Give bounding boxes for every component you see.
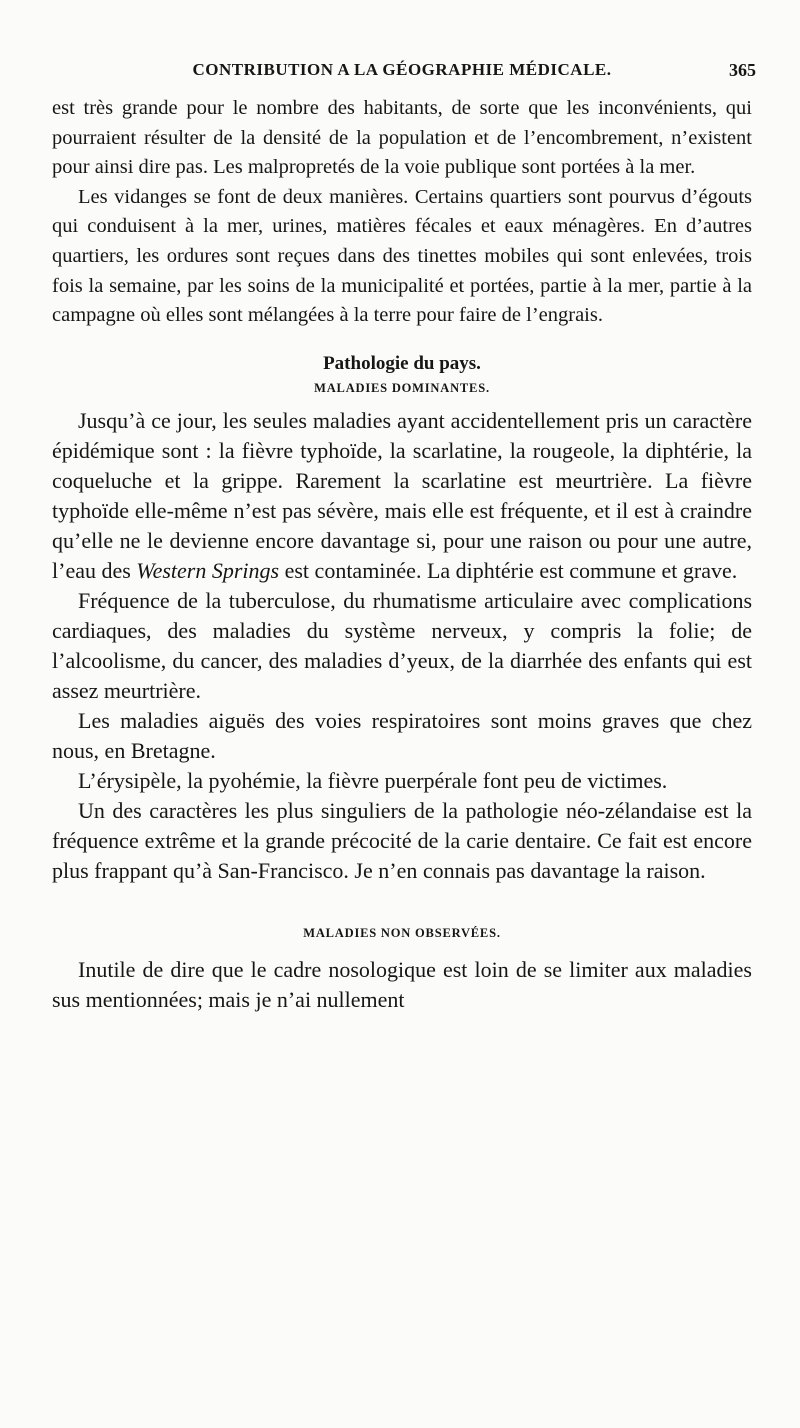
running-header <box>52 60 756 94</box>
paragraph-epidemies-end: est contaminée. La diphtérie est commune et grave. <box>284 557 738 583</box>
paragraph-erysipele: L’érysipèle, la pyohémie, la fièvre puerpérale font peu de victimes. <box>78 767 668 793</box>
subsection-heading-non-observees: MALADIES NON OBSERVÉES. <box>303 925 501 940</box>
running-title: CONTRIBUTION A LA GÉOGRAPHIE MÉDICALE. <box>192 60 612 79</box>
paragraph-frequence: Fréquence de la tuberculose, du rhumatisme articulaire avec complications cardiaques, des maladies du système nerveux, y compris la folie; de l’alcoolisme, du cancer, des maladies d’yeux, de la diarrhée des enfants qui est assez meurtrière. <box>52 587 752 703</box>
paragraph-cadre-nosologique: Inutile de dire que le cadre nosologique est loin de se limiter aux maladies sus mentionnées; mais je n’ai nullement <box>52 956 752 1012</box>
western-springs-italic: Western Springs <box>136 557 280 583</box>
paragraph-epidemies-text: Jusqu’à ce jour, les seules maladies ayant accidentellement pris un caractère épidémique sont : la fièvre typhoïde, la scarlatine, la rougeole, la diphtérie, la coqueluche et la grippe. Rarement la scarlatine est meurtrière. La fièvre typhoïde elle-même n’est pas sévère, mais elle est fréquente, et il est à craindre qu’elle ne le devienne encore davantage si, pour une raison ou pour une autre, l’eau des <box>52 407 752 583</box>
paragraph-vidanges: Les vidanges se font de deux manières. Certains quartiers sont pourvus d’égouts qui conduisent à la mer, urines, matières fécales et eaux ménagères. En d’autres quartiers, les ordures sont reçues dans des tinettes mobiles qui sont enlevées, trois fois la semaine, par les soins de la municipalité et portées, partie à la mer, partie à la campagne où elles sont mélangées à la terre pour faire de l’engrais. <box>52 185 752 327</box>
paragraph-epidemies <box>52 406 752 586</box>
page-content <box>52 60 756 1015</box>
section-heading-pathologie: Pathologie du pays. <box>323 352 481 374</box>
page-number: 365 <box>729 60 756 80</box>
paragraph-carie-dentaire: Un des caractères les plus singuliers de la pathologie néo-zélandaise est la fréquence extrême et la grande précocité de la carie dentaire. Ce fait est encore plus frappant qu’à San-Francisco. Je n’en connais pas davantage la raison. <box>52 797 752 883</box>
paragraph-population: est très grande pour le nombre des habitants, de sorte que les inconvénients, qui pourraient résulter de la densité de la population et de l’encombrement, n’existent pour ainsi dire pas. Les malpropretés de la voie publique sont portées à la mer. <box>52 97 752 179</box>
paragraph-respiratoires: Les maladies aiguës des voies respiratoires sont moins graves que chez nous, en Bretagne. <box>52 707 752 763</box>
subsection-heading-dominantes: MALADIES DOMINANTES. <box>314 380 490 395</box>
